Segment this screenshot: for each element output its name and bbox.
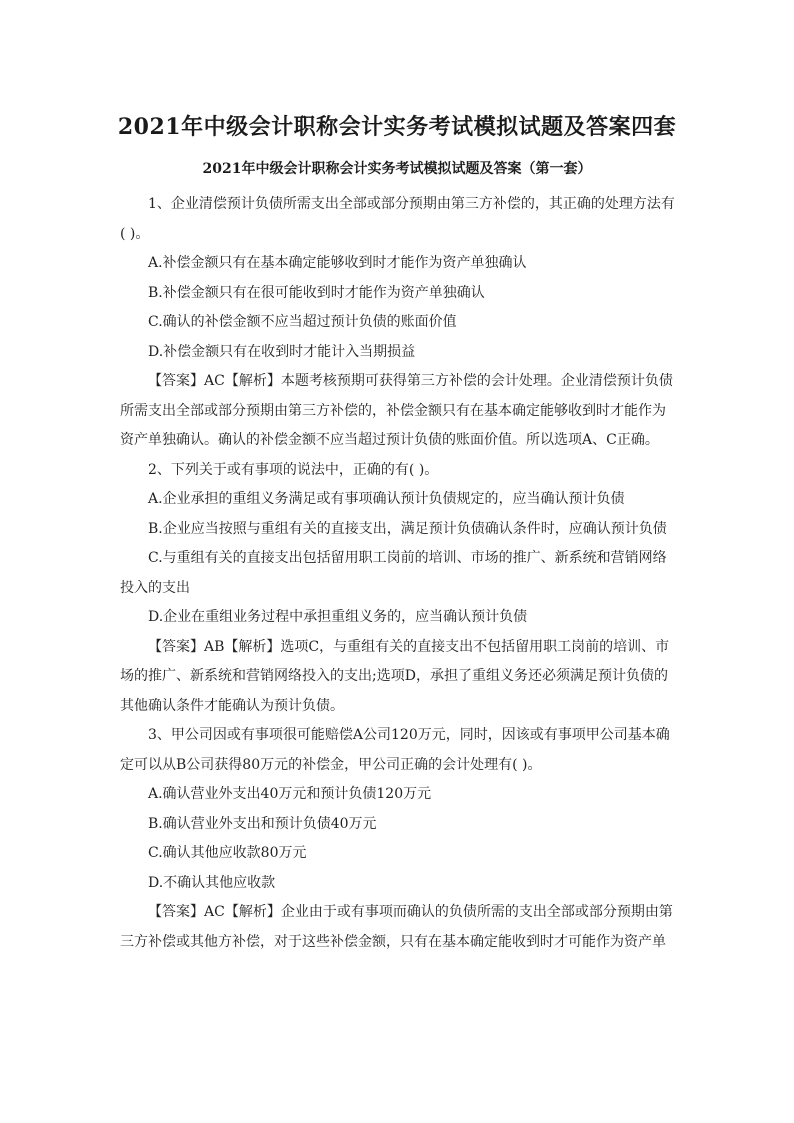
answer-2: 【答案】AB【解析】选项C，与重组有关的直接支出不包括留用职工岗前的培训、市场的推广、新系统和营销网络投入的支出;选项D，承担了重组义务还必须满足预计负债的其他确认条件才能确认为预计负债。 (120, 638, 670, 714)
option-2b: B.企业应当按照与重组有关的直接支出，满足预计负债确认条件时，应确认预计负债 (148, 520, 667, 537)
option-2d: D.企业在重组业务过程中承担重组义务的，应当确认预计负债 (148, 609, 528, 625)
option-1a: A.补偿金额只有在基本确定能够收到时才能作为资产单独确认 (148, 255, 527, 271)
option-3a: A.确认营业外支出40万元和预计负债120万元 (148, 786, 432, 802)
option-2a: A.企业承担的重组义务满足或有事项确认预计负债规定的，应当确认预计负债 (148, 491, 625, 507)
question-2: 2、下列关于或有事项的说法中，正确的有( )。 (148, 461, 439, 478)
question-3: 3、甲公司因或有事项很可能赔偿A公司120万元，同时，因该或有事项甲公司基本确定可以从B公司获得80万元的补偿金，甲公司正确的会计处理有( )。 (120, 727, 670, 773)
option-1d: D.补偿金额只有在收到时才能计入当期损益 (148, 343, 416, 360)
document-subtitle: 2021年中级会计职称会计实务考试模拟试题及答案（第一套） (202, 161, 592, 177)
option-3b: B.确认营业外支出和预计负债40万元 (148, 815, 377, 832)
option-3d: D.不确认其他应收款 (148, 874, 276, 891)
option-3c: C.确认其他应收款80万元 (148, 845, 307, 861)
document-title: 2021年中级会计职称会计实务考试模拟试题及答案四套 (117, 114, 677, 140)
option-2c: C.与重组有关的直接支出包括留用职工岗前的培训、市场的推广、新系统和营销网络投入的支出 (120, 550, 667, 596)
option-1b: B.补偿金额只有在很可能收到时才能作为资产单独确认 (148, 284, 485, 301)
document-body (120, 190, 676, 957)
answer-3: 【答案】AC【解析】企业由于或有事项而确认的负债所需的支出全部或部分预期由第三方补偿或其他方补偿，对于这些补偿金额，只有在基本确定能收到时才可能作为资产单 (120, 904, 673, 950)
option-1c: C.确认的补偿金额不应当超过预计负债的账面价值 (148, 314, 457, 330)
question-1: 1、企业清偿预计负债所需支出全部或部分预期由第三方补偿的，其正确的处理方法有( )。 (120, 196, 675, 242)
answer-1: 【答案】AC【解析】本题考核预期可获得第三方补偿的会计处理。企业清偿预计负债所需支出全部或部分预期由第三方补偿的，补偿金额只有在基本确定能够收到时才能作为资产单独确认。确认的补偿金额不应当超过预计负债的账面价值。所以选项A、C正确。 (120, 373, 673, 448)
